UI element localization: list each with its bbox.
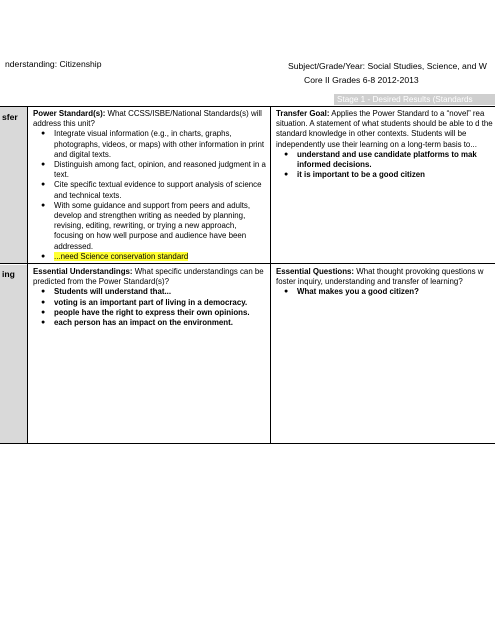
side-rail-meaning: [0, 265, 27, 443]
essential-questions-cell: [276, 267, 495, 441]
transfer-goal-label: Transfer Goal:: [276, 109, 330, 118]
list-item: [54, 252, 267, 261]
essential-questions-list: [276, 287, 495, 297]
essential-understandings-prompt: [33, 267, 267, 287]
list-item: ● understand and use candidate platforms to mak informed decisions.: [297, 150, 495, 170]
essential-understandings-question: What specific understandings can be predicted from the Power Standard(s)?: [33, 267, 264, 287]
transfer-goal-question: Applies the Power Standard to a “novel” rea situation. A statement of what students should be able to d the standard knowledge in other contexts. Students will be independently use their learning on a long-term basis to...: [276, 109, 493, 149]
row-divider: [0, 263, 495, 264]
stage-1-header: Stage 1 - Desired Results (Standards: [334, 94, 495, 105]
power-standard-cell: [33, 109, 267, 261]
transfer-goal-cell: [276, 109, 495, 261]
list-item: ● Distinguish among fact, opinion, and reasoned judgment in a text.: [54, 160, 267, 180]
grade-year-line: Core II Grades 6-8 2012-2013: [304, 75, 419, 85]
list-item: ● Integrate visual information (e.g., in charts, graphs, photographs, videos, or maps) with other information in print and digital texts.: [54, 129, 267, 160]
highlighted-note: ...need Science conservation standard: [54, 251, 189, 261]
table-bottom-border: [0, 443, 495, 444]
essential-understandings-list: [33, 287, 267, 328]
subject-line: Subject/Grade/Year: Social Studies, Science, and W: [288, 61, 487, 71]
col-divider-left: [27, 106, 28, 444]
side-label-transfer: sfer: [2, 112, 18, 122]
col-divider-middle: [270, 106, 271, 444]
essential-understandings-cell: [33, 267, 267, 441]
transfer-goal-prompt: [276, 109, 495, 150]
power-standard-label: Power Standard(s):: [33, 109, 106, 118]
side-rail-transfer: [0, 107, 27, 263]
list-item: ● What makes you a good citizen?: [297, 287, 495, 297]
essential-questions-question: What thought provoking questions w foster inquiry, understanding and transfer of learning?: [276, 267, 484, 287]
power-standard-question: What CCSS/ISBE/National Standards(s) will address this unit?: [33, 109, 262, 129]
list-item: ● voting is an important part of living in a democracy.: [54, 298, 267, 308]
power-standard-prompt: [33, 109, 267, 129]
side-label-meaning: ing: [2, 269, 15, 279]
list-item: ● Students will understand that...: [54, 287, 267, 297]
power-standard-list: [33, 129, 267, 261]
essential-questions-prompt: [276, 267, 495, 287]
essential-questions-label: Essential Questions:: [276, 267, 355, 276]
transfer-goal-list: [276, 150, 495, 181]
list-item: ● people have the right to express their own opinions.: [54, 308, 267, 318]
table-top-border: [0, 106, 495, 107]
subject-grade-year: [288, 59, 487, 87]
essential-understandings-label: Essential Understandings:: [33, 267, 133, 276]
unit-title: nderstanding: Citizenship: [5, 59, 102, 69]
list-item: ● it is important to be a good citizen: [297, 170, 495, 180]
list-item: ● With some guidance and support from peers and adults, develop and strengthen writing as needed by planning, revising, editing, rewriting, or trying a new approach, focusing on how well purpose and audience have been addressed.: [54, 201, 267, 252]
list-item: ● Cite specific textual evidence to support analysis of science and technical texts.: [54, 180, 267, 200]
list-item: ● each person has an impact on the environment.: [54, 318, 267, 328]
